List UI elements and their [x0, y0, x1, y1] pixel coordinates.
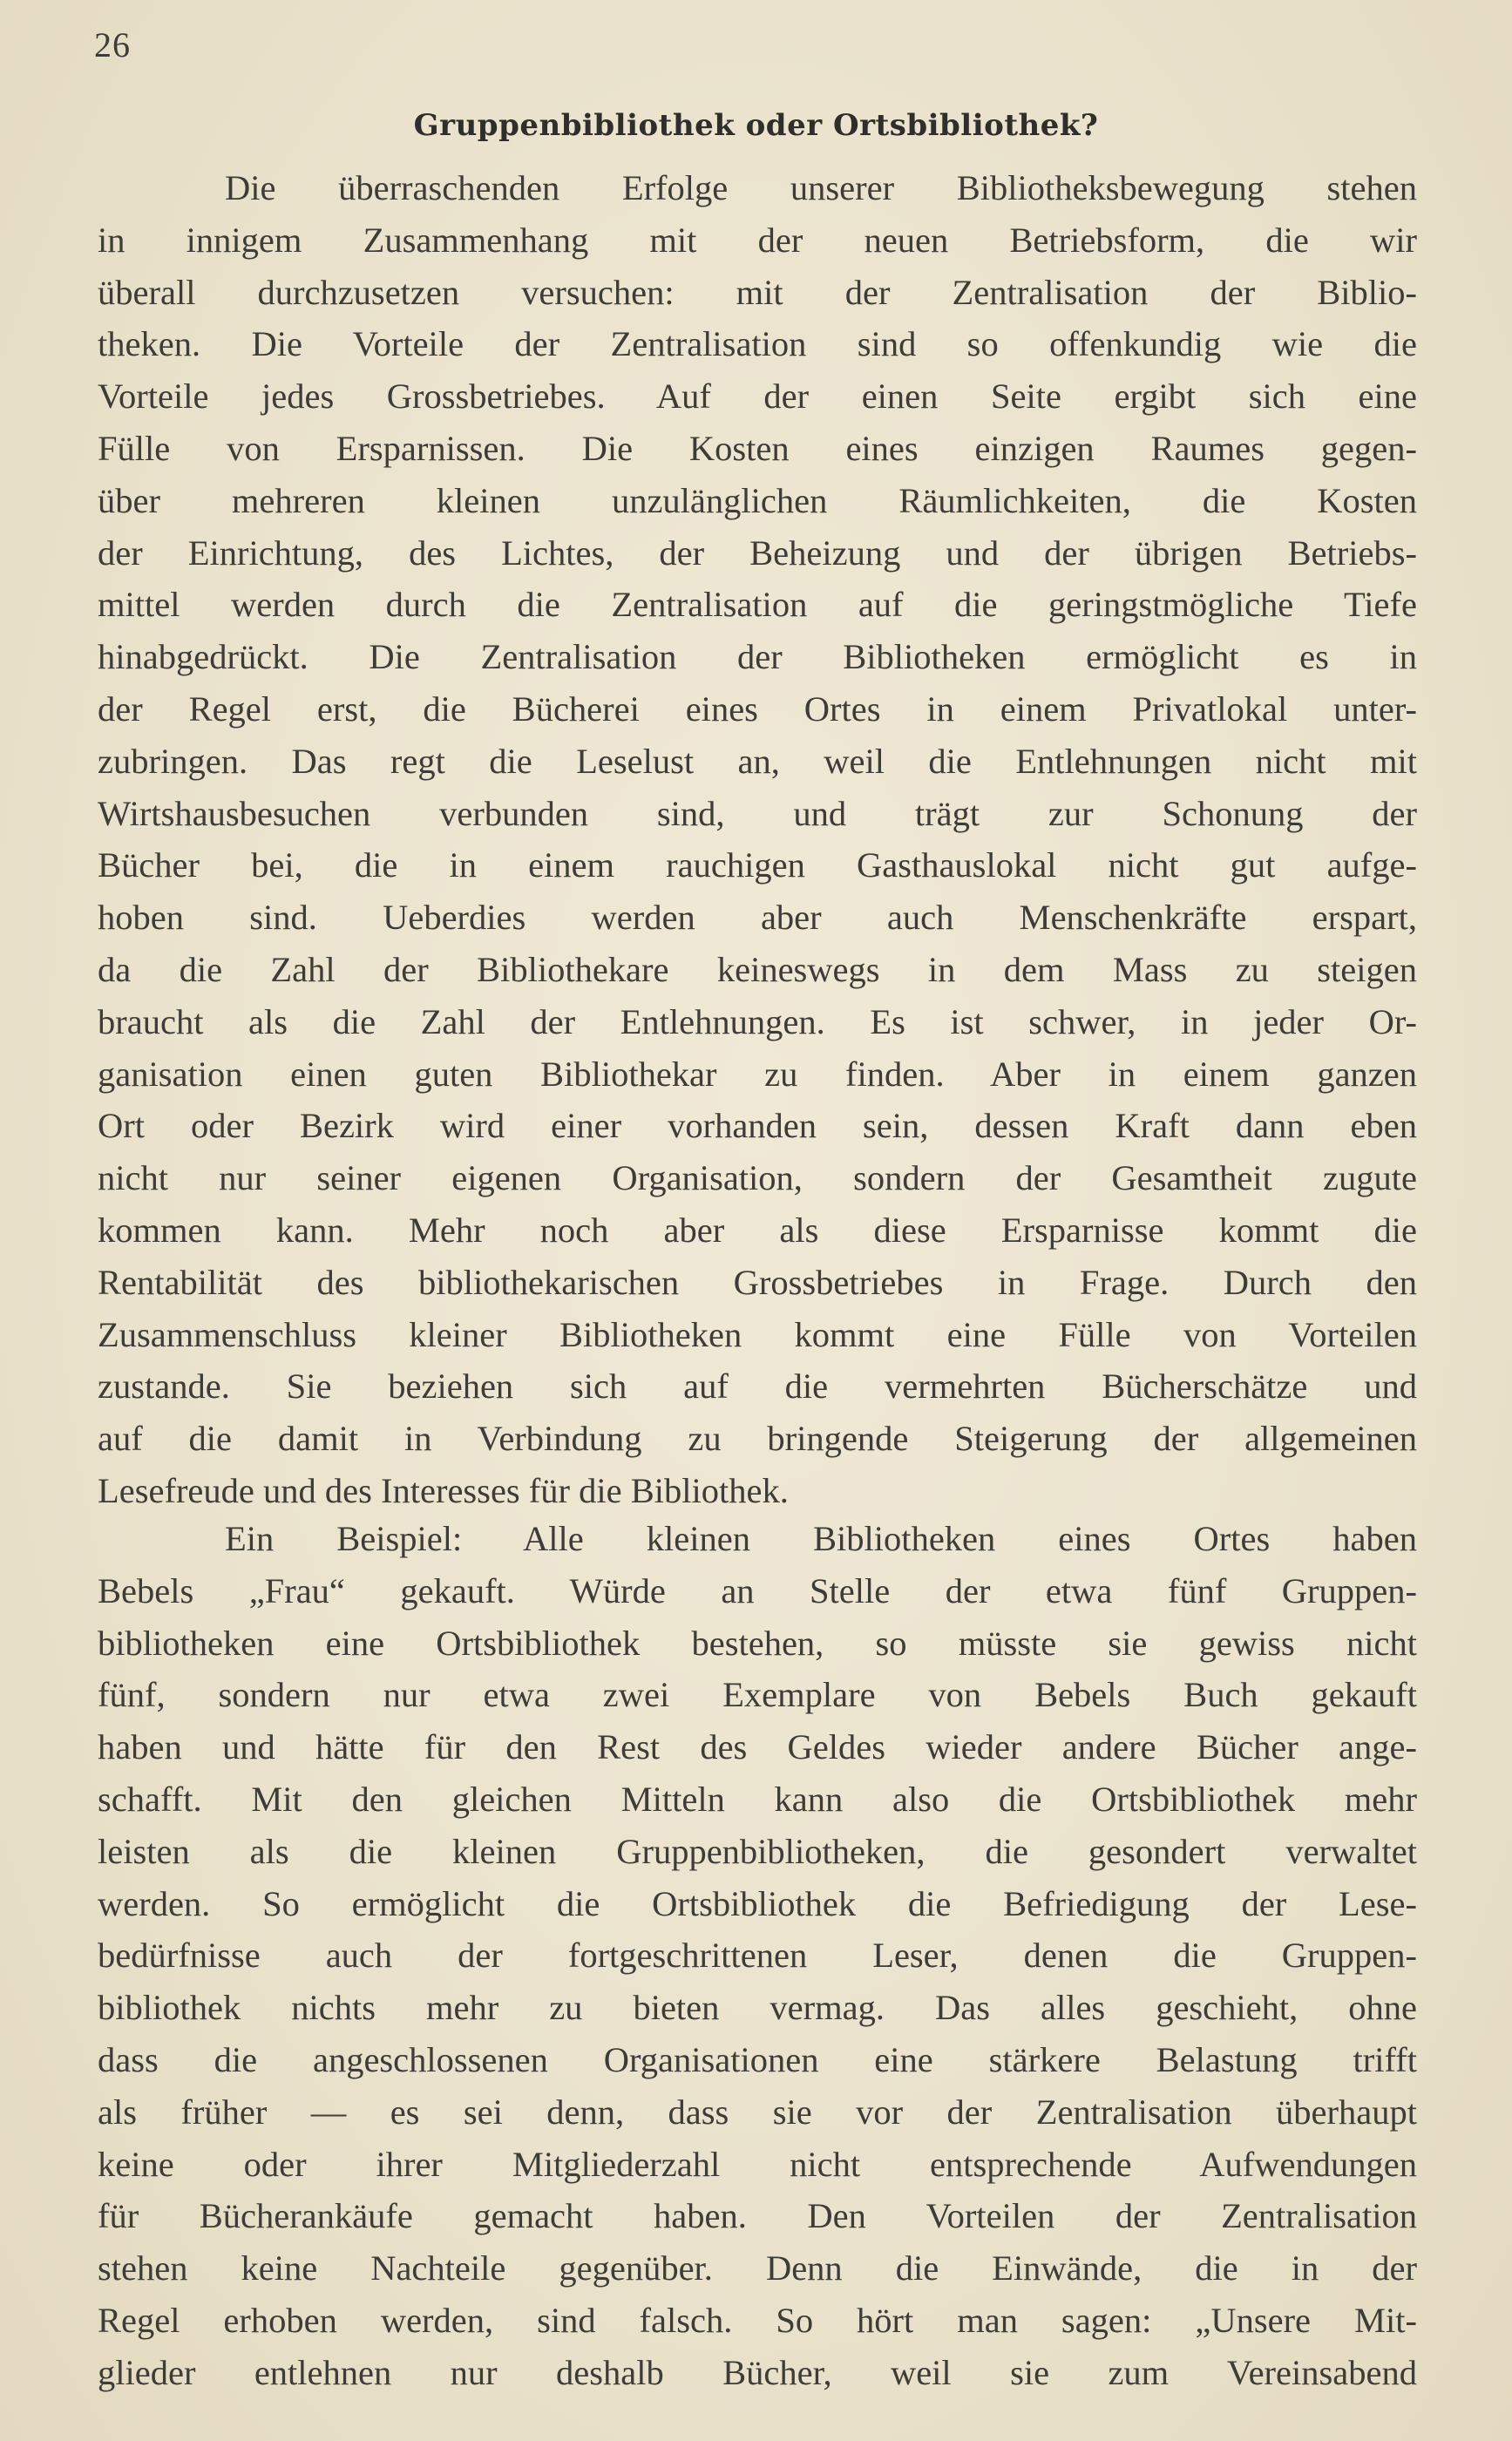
text-line: da die Zahl der Bibliothekare keineswegs in dem Mass zu steigen: [98, 949, 1417, 989]
text-line: theken. Die Vorteile der Zentralisation sind so offenkundig wie die: [98, 324, 1417, 364]
text-line: ganisation einen guten Bibliothekar zu finden. Aber in einem ganzen: [98, 1054, 1417, 1094]
text-line: Vorteile jedes Grossbetriebes. Auf der einen Seite ergibt sich eine: [98, 376, 1417, 417]
text-line: für Bücherankäufe gemacht haben. Den Vorteilen der Zentralisation: [98, 2196, 1417, 2236]
text-line: keine oder ihrer Mitgliederzahl nicht entsprechende Aufwendungen: [98, 2144, 1417, 2184]
text-line: bibliothek nichts mehr zu bieten vermag. Das alles geschieht, ohne: [98, 1988, 1417, 2028]
text-line: schafft. Mit den gleichen Mitteln kann also die Ortsbibliothek mehr: [98, 1779, 1417, 1819]
text-line: Lesefreude und des Interesses für die Bibliothek.: [98, 1470, 789, 1510]
text-line: Ein Beispiel: Alle kleinen Bibliotheken eines Ortes haben: [225, 1519, 1417, 1558]
text-line: Rentabilität des bibliothekarischen Grossbetriebes in Frage. Durch den: [98, 1262, 1417, 1302]
text-line: fünf, sondern nur etwa zwei Exemplare von Bebels Buch gekauft: [98, 1675, 1417, 1715]
text-line: leisten als die kleinen Gruppenbibliotheken, die gesondert verwaltet: [98, 1831, 1417, 1871]
text-line: zustande. Sie beziehen sich auf die vermehrten Bücherschätze und: [98, 1366, 1417, 1407]
text-line: glieder entlehnen nur deshalb Bücher, weil sie zum Vereinsabend: [98, 2352, 1417, 2392]
text-line: der Einrichtung, des Lichtes, der Beheizung und der übrigen Betriebs-: [98, 532, 1417, 573]
text-line: bedürfnisse auch der fortgeschrittenen Leser, denen die Gruppen-: [98, 1936, 1417, 1976]
page-number: 26: [94, 25, 131, 64]
text-line: mittel werden durch die Zentralisation auf die geringstmögliche Tiefe: [98, 585, 1417, 625]
text-line: hoben sind. Ueberdies werden aber auch Menschenkräfte erspart,: [98, 898, 1417, 938]
text-line: überall durchzusetzen versuchen: mit der Zentralisation der Biblio-: [98, 272, 1417, 312]
text-line: über mehreren kleinen unzulänglichen Räumlichkeiten, die Kosten: [98, 480, 1417, 520]
text-line: stehen keine Nachteile gegenüber. Denn die Einwände, die in der: [98, 2248, 1417, 2288]
text-line: als früher — es sei denn, dass sie vor der Zentralisation überhaupt: [98, 2092, 1417, 2132]
paragraph-2: [98, 1513, 1417, 2399]
section-heading: Gruppenbibliothek oder Ortsbibliothek?: [413, 108, 1099, 143]
text-line: hinabgedrückt. Die Zentralisation der Bibliotheken ermöglicht es in: [98, 637, 1417, 677]
text-line: Ort oder Bezirk wird einer vorhanden sein, dessen Kraft dann eben: [98, 1106, 1417, 1146]
text-line: Zusammenschluss kleiner Bibliotheken kommt eine Fülle von Vorteilen: [98, 1314, 1417, 1354]
text-line: Fülle von Ersparnissen. Die Kosten eines einzigen Raumes gegen-: [98, 428, 1417, 468]
text-line: Bebels „Frau“ gekauft. Würde an Stelle der etwa fünf Gruppen-: [98, 1570, 1417, 1610]
text-line: Die überraschenden Erfolge unserer Bibliotheksbewegung stehen: [225, 168, 1417, 207]
text-line: nicht nur seiner eigenen Organisation, sondern der Gesamtheit zugute: [98, 1158, 1417, 1198]
text-line: auf die damit in Verbindung zu bringende Steigerung der allgemeinen: [98, 1419, 1417, 1459]
text-line: kommen kann. Mehr noch aber als diese Ersparnisse kommt die: [98, 1210, 1417, 1250]
text-line: Regel erhoben werden, sind falsch. So hört man sagen: „Unsere Mit-: [98, 2300, 1417, 2340]
text-line: der Regel erst, die Bücherei eines Ortes in einem Privatlokal unter-: [98, 688, 1417, 729]
text-line: dass die angeschlossenen Organisationen eine stärkere Belastung trifft: [98, 2039, 1417, 2079]
text-line: haben und hätte für den Rest des Geldes wieder andere Bücher ange-: [98, 1727, 1417, 1767]
text-line: werden. So ermöglicht die Ortsbibliothek die Befriedigung der Lese-: [98, 1883, 1417, 1923]
text-line: bibliotheken eine Ortsbibliothek bestehen, so müsste sie gewiss nicht: [98, 1623, 1417, 1663]
text-line: Wirtshausbesuchen verbunden sind, und trägt zur Schonung der: [98, 793, 1417, 833]
paragraph-1: [98, 162, 1417, 1517]
text-line: Bücher bei, die in einem rauchigen Gasthauslokal nicht gut aufge-: [98, 845, 1417, 885]
text-line: zubringen. Das regt die Leselust an, weil die Entlehnungen nicht mit: [98, 741, 1417, 781]
text-line: braucht als die Zahl der Entlehnungen. Es ist schwer, in jeder Or-: [98, 1001, 1417, 1041]
text-line: in innigem Zusammenhang mit der neuen Betriebsform, die wir: [98, 220, 1417, 260]
